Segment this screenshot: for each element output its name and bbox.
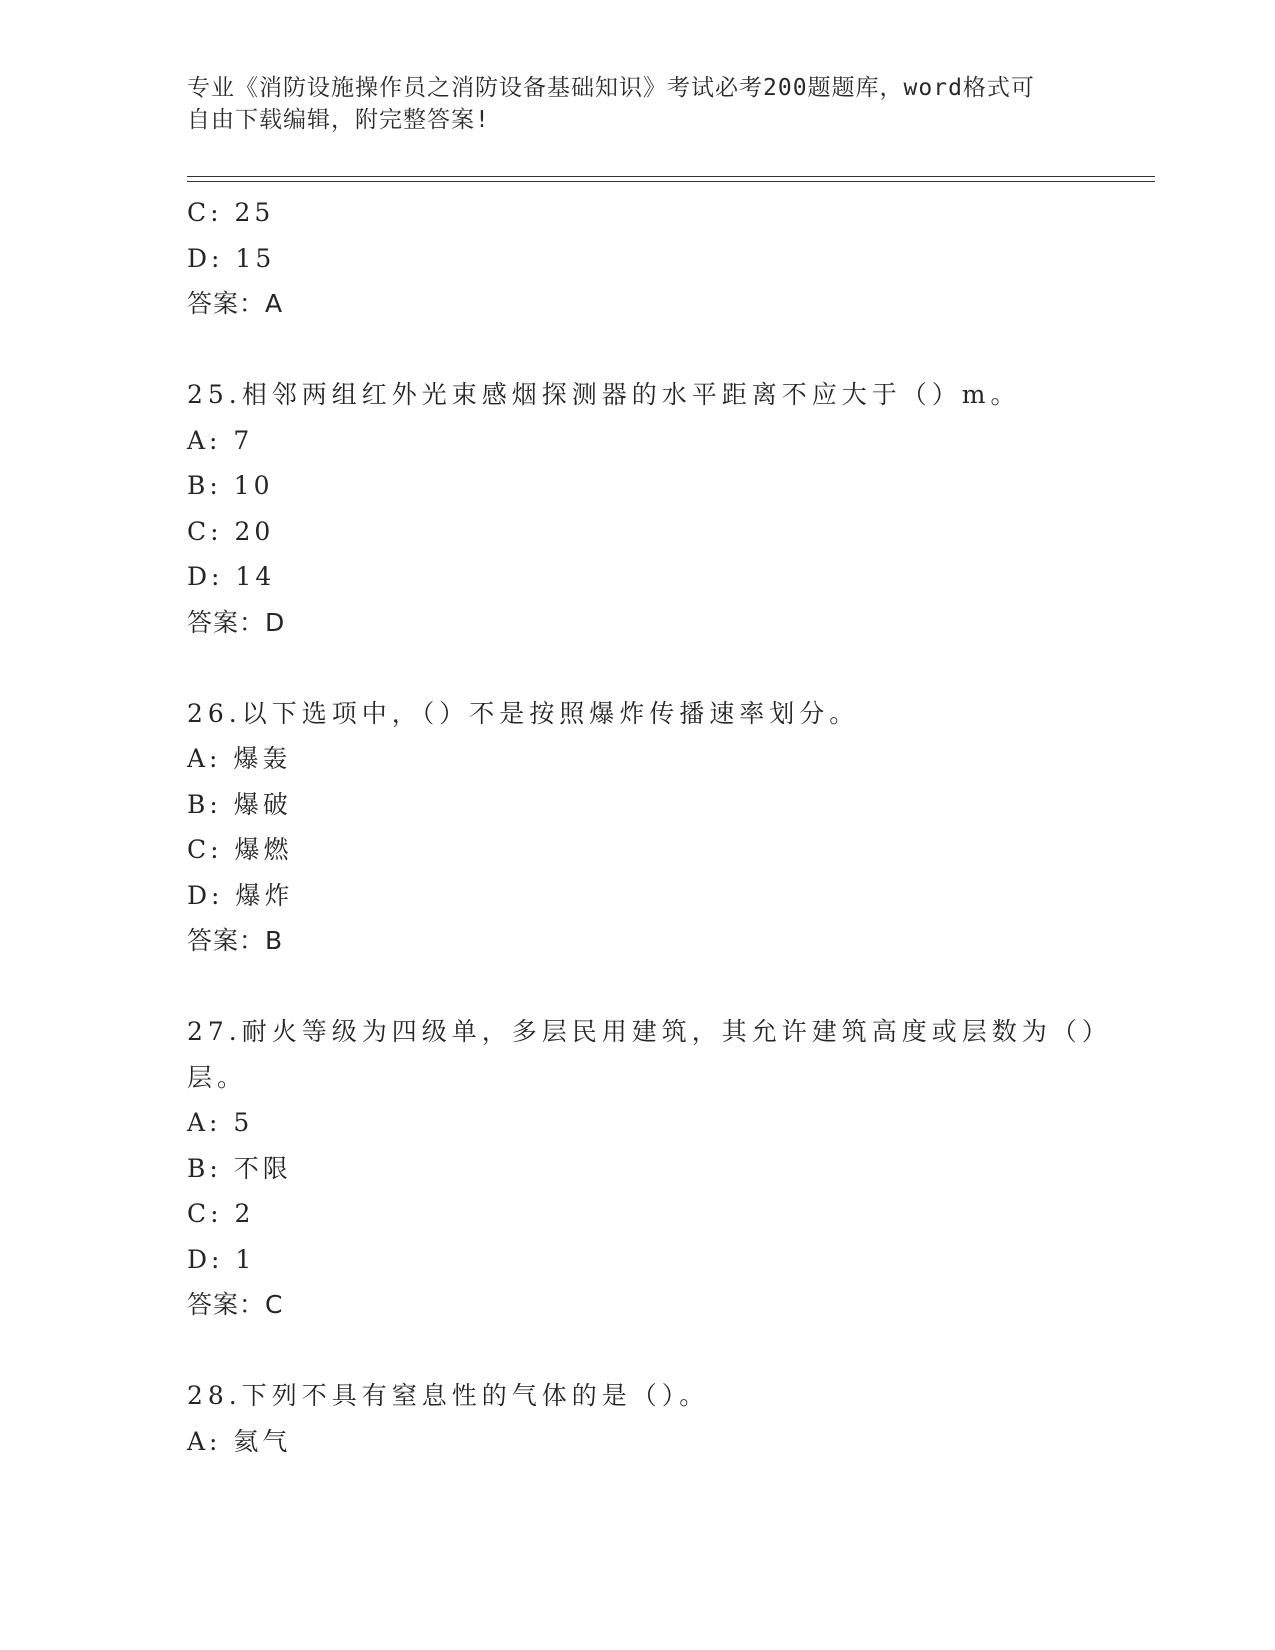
option-d: D: 14 xyxy=(187,562,276,591)
option-a: A: 5 xyxy=(187,1108,254,1137)
header-title-line-1: 专业《消防设施操作员之消防设备基础知识》考试必考200题题库，word格式可 xyxy=(187,75,1035,101)
header-divider-bottom xyxy=(187,181,1155,182)
answer-line: 答案：C xyxy=(187,1290,284,1319)
question-stem-line-1: 27.耐火等级为四级单，多层民用建筑，其允许建筑高度或层数为（） xyxy=(187,1017,1112,1046)
document-header xyxy=(187,72,1067,136)
question-list xyxy=(187,190,1112,1464)
question-stem: 25.相邻两组红外光束感烟探测器的水平距离不应大于（）m。 xyxy=(187,380,1021,409)
option-d: D: 爆炸 xyxy=(187,880,294,910)
option-d: D: 15 xyxy=(187,243,276,273)
question-stem-line-2: 层。 xyxy=(187,1062,248,1092)
header-divider-top xyxy=(187,176,1155,177)
option-a: A: 7 xyxy=(187,425,254,455)
answer-line: 答案：B xyxy=(187,926,284,955)
option-a: A: 爆轰 xyxy=(187,744,292,773)
question-stem: 26.以下选项中，（）不是按照爆炸传播速率划分。 xyxy=(187,698,860,728)
spacer xyxy=(187,964,1087,1010)
answer-line: 答案：D xyxy=(187,607,286,637)
option-d: D: 1 xyxy=(187,1244,256,1274)
spacer xyxy=(187,327,1087,373)
option-b: B: 不限 xyxy=(187,1153,292,1183)
answer-line: 答案：A xyxy=(187,289,284,318)
option-b: B: 爆破 xyxy=(187,789,292,819)
spacer xyxy=(187,1328,1087,1374)
option-b: B: 10 xyxy=(187,471,274,500)
option-c: C: 爆燃 xyxy=(187,835,293,864)
option-c: C: 2 xyxy=(187,1199,255,1228)
option-c: C: 20 xyxy=(187,516,275,546)
option-c: C: 25 xyxy=(187,198,275,227)
question-stem: 28.下列不具有窒息性的气体的是（）。 xyxy=(187,1381,710,1410)
option-a: A: 氦气 xyxy=(187,1426,292,1456)
spacer xyxy=(187,645,1087,691)
header-title-line-2: 自由下载编辑，附完整答案! xyxy=(187,107,490,133)
